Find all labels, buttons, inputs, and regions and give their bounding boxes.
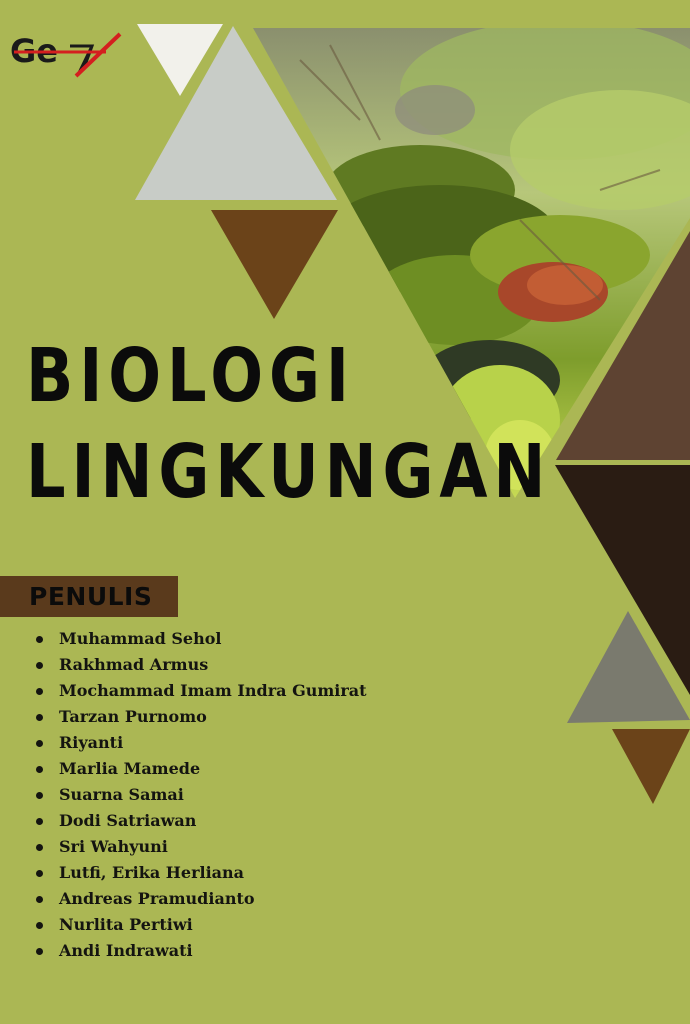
bullet-icon bbox=[36, 636, 43, 643]
author-item bbox=[33, 756, 367, 782]
bullet-icon bbox=[36, 662, 43, 669]
bullet-icon bbox=[36, 844, 43, 851]
bullet-icon bbox=[36, 818, 43, 825]
author-item bbox=[33, 782, 367, 808]
author-name: Marlia Mamede bbox=[59, 759, 201, 778]
author-name: Sri Wahyuni bbox=[59, 837, 168, 856]
bullet-icon bbox=[36, 766, 43, 773]
pen-arrow-icon bbox=[10, 26, 126, 82]
title-line-2: LINGKUNGAN bbox=[26, 429, 552, 515]
bullet-icon bbox=[36, 896, 43, 903]
author-name: Suarna Samai bbox=[59, 785, 184, 804]
bullet-icon bbox=[36, 740, 43, 747]
author-name: Andreas Pramudianto bbox=[59, 889, 255, 908]
bullet-icon bbox=[36, 870, 43, 877]
author-item bbox=[33, 626, 367, 652]
author-name: Muhammad Sehol bbox=[59, 629, 222, 648]
author-name: Riyanti bbox=[59, 733, 124, 752]
bullet-icon bbox=[36, 714, 43, 721]
author-name: Dodi Satriawan bbox=[59, 811, 197, 830]
author-name: Andi Indrawati bbox=[59, 941, 193, 960]
author-name: Lutfi, Erika Herliana bbox=[59, 863, 245, 882]
bullet-icon bbox=[36, 922, 43, 929]
authors-heading-banner bbox=[0, 576, 178, 617]
author-item bbox=[33, 730, 367, 756]
author-name: Rakhmad Armus bbox=[59, 655, 209, 674]
bullet-icon bbox=[36, 792, 43, 799]
author-name: Mochammad Imam Indra Gumirat bbox=[59, 681, 367, 700]
author-item bbox=[33, 860, 367, 886]
title-line-1: BIOLOGI bbox=[26, 333, 355, 419]
small-brown-triangle bbox=[612, 729, 690, 804]
author-item bbox=[33, 808, 367, 834]
brown-triangle bbox=[211, 210, 338, 319]
bullet-icon bbox=[36, 948, 43, 955]
author-item bbox=[33, 704, 367, 730]
bullet-icon bbox=[36, 688, 43, 695]
author-name: Nurlita Pertiwi bbox=[59, 915, 193, 934]
author-name: Tarzan Purnomo bbox=[59, 707, 207, 726]
svg-text:Ge: Ge bbox=[10, 32, 58, 70]
author-list bbox=[33, 626, 367, 964]
book-title bbox=[26, 328, 551, 520]
author-item bbox=[33, 886, 367, 912]
author-item bbox=[33, 912, 367, 938]
publisher-logo bbox=[10, 26, 126, 82]
author-item bbox=[33, 652, 367, 678]
author-item bbox=[33, 834, 367, 860]
authors-heading: PENULIS bbox=[29, 582, 153, 611]
author-item bbox=[33, 678, 367, 704]
author-item bbox=[33, 938, 367, 964]
